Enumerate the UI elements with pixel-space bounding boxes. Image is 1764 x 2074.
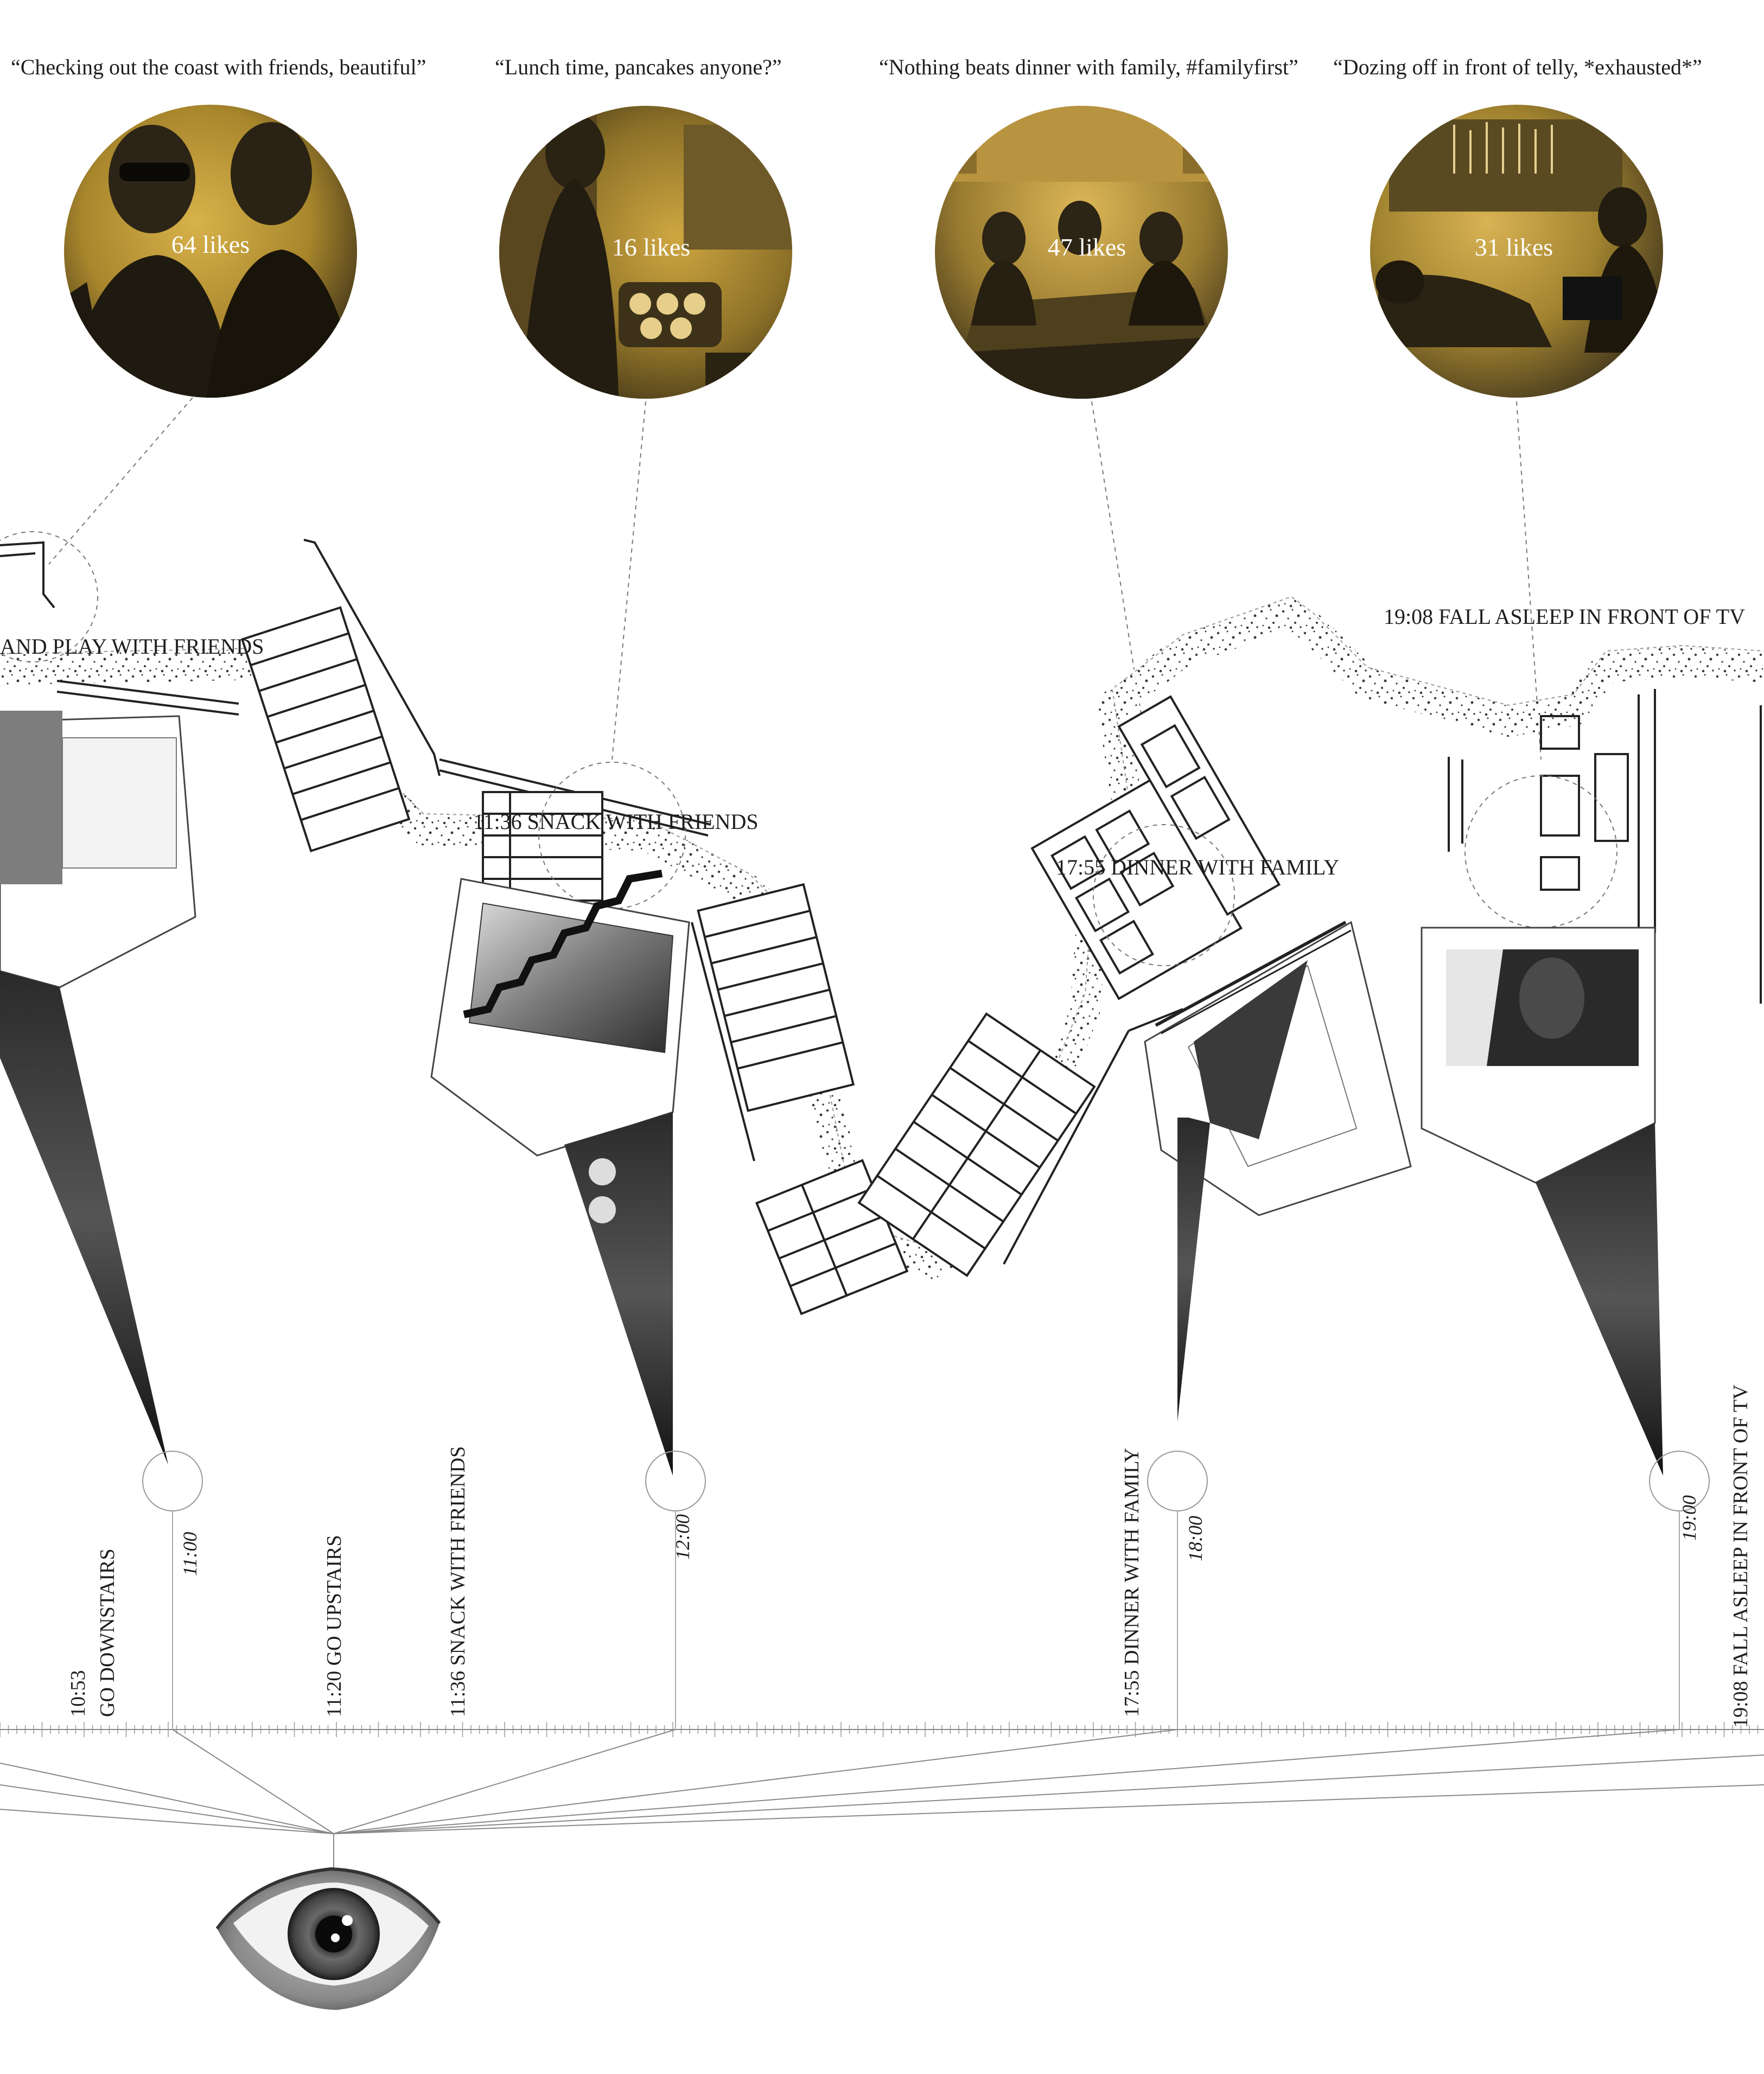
event-label: 17:55 DINNER WITH FAMILY bbox=[1120, 1447, 1143, 1717]
likes-count: 64 likes bbox=[171, 231, 250, 258]
event-time: 10:53 bbox=[67, 1670, 90, 1717]
view-frame-dinner bbox=[1145, 922, 1411, 1421]
photo-circle-telly bbox=[1370, 105, 1666, 398]
hour-label: 18:00 bbox=[1185, 1516, 1206, 1561]
photo-circle-coast bbox=[22, 105, 358, 398]
post-caption: “Checking out the coast with friends, beautiful” bbox=[11, 55, 426, 79]
post-caption: “Lunch time, pancakes anyone?” bbox=[495, 55, 782, 79]
likes-count: 47 likes bbox=[1047, 233, 1126, 261]
plan-label: AND PLAY WITH FRIENDS bbox=[0, 634, 264, 659]
event-label: 11:20 GO UPSTAIRS bbox=[323, 1535, 346, 1717]
hour-marker-circle bbox=[646, 1451, 705, 1511]
hour-label: 11:00 bbox=[179, 1531, 201, 1576]
likes-count: 16 likes bbox=[612, 233, 691, 261]
post-caption: “Nothing beats dinner with family, #familyfirst” bbox=[879, 55, 1298, 79]
view-frame-snack bbox=[431, 873, 689, 1476]
plan-label: 19:08 FALL ASLEEP IN FRONT OF TV bbox=[1384, 604, 1745, 629]
timeline bbox=[0, 1384, 1764, 1942]
post-caption: “Dozing off in front of telly, *exhausted*” bbox=[1333, 55, 1702, 79]
plan-label: 11:36 SNACK WITH FRIENDS bbox=[473, 809, 759, 834]
hour-marker-circle bbox=[1148, 1451, 1207, 1511]
photo-circle-dinner bbox=[933, 106, 1232, 399]
hour-label: 19:00 bbox=[1678, 1495, 1700, 1541]
view-frame-play bbox=[0, 711, 195, 1465]
plan-label: 17:55 DINNER WITH FAMILY bbox=[1056, 855, 1340, 879]
photo-circle-lunch bbox=[499, 106, 792, 401]
floor-plan bbox=[0, 532, 1761, 1314]
view-frame-tv bbox=[1422, 928, 1663, 1476]
hour-marker-circle bbox=[143, 1451, 202, 1511]
event-label: 19:08 FALL ASLEEP IN FRONT OF TV bbox=[1729, 1384, 1752, 1728]
hour-label: 12:00 bbox=[672, 1514, 693, 1560]
likes-count: 31 likes bbox=[1474, 233, 1553, 261]
event-label: GO DOWNSTAIRS bbox=[96, 1548, 119, 1717]
eye-icon bbox=[217, 1869, 440, 2010]
event-label: 11:36 SNACK WITH FRIENDS bbox=[447, 1446, 469, 1717]
